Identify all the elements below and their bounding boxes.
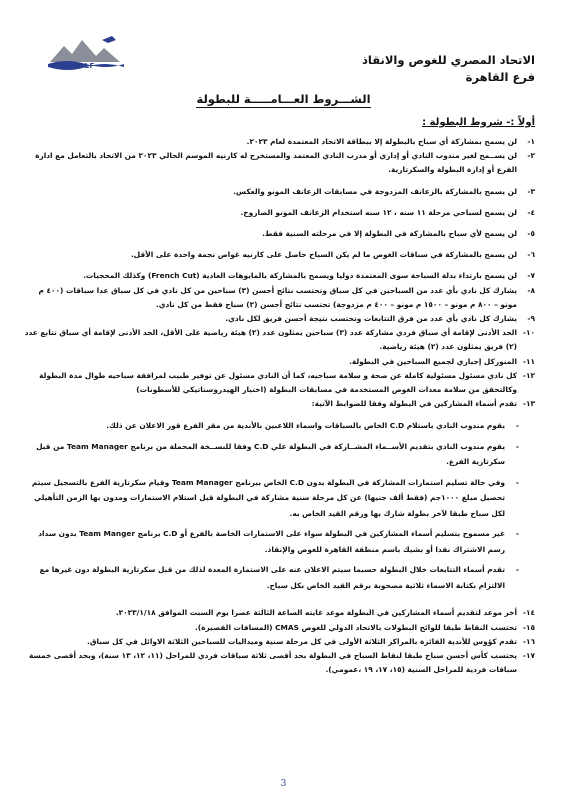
list-item: ٤- لن يسمح لسباحي مرحلة ١١ سنه ، ١٢ سنه استخدام الزعانف المونو الصاروخ. <box>240 207 535 217</box>
page-number: 3 <box>280 779 287 789</box>
logo-text: EDLF <box>73 62 95 70</box>
document-title <box>0 92 567 106</box>
list-item: ١٤- أخر موعد لتقديم أسماء المشاركين في البطولة موعد غايته الساعة الثالثة عصرا يوم السبت الموافق ٢٠٢٣/١/١٨. <box>115 608 535 618</box>
list-item: ١٦- تقدم كؤوس للأندية الفائزة بالمراكز الثلاثة الأولى في كل مرحلة سنية وميداليات للسباحين الثلاثة الاوائل في كل سباق. <box>87 636 535 646</box>
list-item: ١- لن يسمح بمشاركة أي سباح بالبطولة إلا ببطاقة الاتحاد المعتمدة لعام ٢٠٢٣. <box>246 137 535 146</box>
list-item: ٨- يشارك كل نادي بأي عدد من السباحين في كل سباق وتحتسب نتائج أحسن (٣) سباحين من كل نادي في كل سباق عدا سباقات (٤٠٠ م مونو – ٨٠٠ م مونو – ١٥٠٠ م مونو – ٤٠٠ م مزدوجة) تحتسب نتائج أحسن (٢) سباح فقط من كل نادي. <box>38 285 535 309</box>
list-item: ٩- يشارك كل نادي بأي عدد من فرق التتابعات وتحتسب نتيجة أحسن فريق لكل نادي. <box>225 314 535 324</box>
sub-list-item: - غير مسموح بتسليم أسماء المشاركين في البطولة سواء على الاستمارات الخاصة بالفرع أو C.D برنامج Team Manger بدون سداد رسم الاشتراك نقدا أو بشيك باسم منطقة القاهرة للغوص والإنقاذ. <box>38 529 519 554</box>
list-item: ١٢- كل نادي مسئول مسئولية كاملة عن صحة و سلامة سباحيه، كما أن النادي مسئول عن توفير طبيب لمرافقة سباحيه طوال مدة البطولة وكالتحقق من سلامة معدات الغوص المستخدمة في مسابقات البطولة (اختبار الهيدروستاتيكي للأسطونات) <box>39 370 535 395</box>
list-item: ١٥- تحتسب النقاط طبقا للوائح البطولات بالاتحاد الدولي للغوص CMAS (المسافات القصيرة). <box>194 622 535 632</box>
sub-list-item: - يقوم مندوب النادي بتقديم الأســماء المشــاركة في البطولة علي C.D وفقا للنســخة المحملة من برنامج Team Manager من قبل سكرتارية الفرع. <box>36 441 519 467</box>
sub-list-item: - تقدم أسماء التتابعات خلال البطولة حسبما سيتم الاعلان عنه على الاستمارة المعدة لذلك من قبل سكرتارية البطولة دون غيرها مع الالتزام بكتابة الاسماء ثلاثية مصحوبة برقم القيد الخاص بكل سباح. <box>39 565 519 590</box>
list-item: ٦- لن يسمح بالمشاركة في سباقات الغوص ما لم يكن السباح حاصل على كارنيه غواص نجمة واحدة على الأقل. <box>130 250 535 260</box>
title-text: الشـــروط العـــامـــــة للبطولة <box>196 92 371 106</box>
organization-header <box>362 52 535 86</box>
list-item: ٢- لن يســمح لغير مندوب النادي أو إداري أو مدرب النادي المعتمد والمستخرج له كارنيه الموسم الحالي ٢٠٢٣ من الاتحاد بالتعامل مع ادارة الفرع أو إدارة البطولة والسكرتارية. <box>35 151 535 175</box>
sub-list-item: - يقوم مندوب النادي باستلام C.D الخاص بالسباقات واسماء اللاعبين بالأندية من مقر الفرع قور الاعلان عن ذلك. <box>106 421 519 431</box>
list-item: ٧- لن يسمح بارتداء بدلة السباحة سوى المعتمدة دوليا ويسمح بالمشاركة بالمايوهات العادية (French Cut) وكذلك المحجبات. <box>83 271 535 281</box>
list-item: ١٣- تقدم أسماء المشاركين في البطولة وفقا للضوابط الآتية: <box>311 399 535 409</box>
sub-list-item: - وفي حالة تسليم استمارات المشاركة في البطولة بدون C.D الخاص ببرنامج Team Manager وقيام سكرتارية الفرع بالتسجيل سيتم تحصيل مبلغ ١٠٠٠جم (فقط ألف جنيها) عن كل مرحلة سنية مشاركة في البطولة قبل استلام الاستمارات ومدون بها الزمن التأهيلي لكل سباح طبقا لآخر بطولة شارك بها ورقم القيد الخاص به. <box>31 477 519 518</box>
branch-name: فرع القاهرة <box>465 70 535 84</box>
list-item: ٣- لن يسمح بالمشاركة بالزعانف المزدوجة في مسابقات الزعانف المونو والعكس. <box>233 186 535 196</box>
list-item: ١٧- يحتسب كأس أحسن سباح طبقا لنقاط السباح في البطولة بحد أقصى ثلاثة سباقات فردي للمراحل (١١، ١٢، ١٣ سنة)، وبحد أقصى خمسة سباقات فردية للمراحل السنية (١٥، ١٧، ١٩ ،عمومي). <box>29 651 535 675</box>
section-heading: أولاً :- شروط البطولة : <box>422 117 535 128</box>
list-item: ١٠- الحد الأدنى لإقامة أي سباق فردي مشاركة عدد (٣) سباحين يمثلون عدد (٢) هيئة رياضية على الأقل، الحد الأدنى لإقامة أي سباق تتابع عدد (٢) فريق يمثلون عدد (٢) هيئة رياضية. <box>24 328 535 352</box>
org-name: الاتحاد المصري للغوص والانقاذ <box>362 53 535 67</box>
conditions-list <box>20 135 535 677</box>
list-item: ٥- لن يسمح لأي سباح بالمشاركة في البطولة إلا في مرحلته السنية فقط. <box>262 229 535 239</box>
list-item: ١١- المنوركل إجباري لجميع السباحين في البطولة. <box>349 356 535 366</box>
